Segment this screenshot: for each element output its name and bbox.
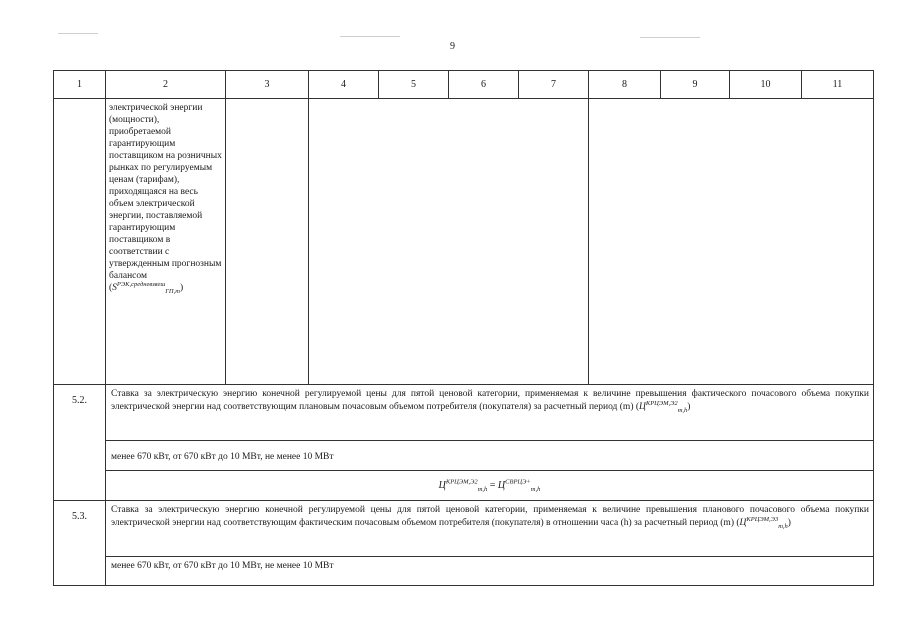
subcategory-row: [54, 441, 874, 471]
column-header: 10: [730, 71, 802, 99]
row-number: 5.2.: [54, 385, 106, 501]
column-header: 5: [379, 71, 449, 99]
table-row: [54, 385, 874, 441]
column-header: 2: [106, 71, 226, 99]
scan-noise: [340, 36, 400, 37]
empty-cell: [309, 99, 589, 385]
continuation-row: [54, 99, 874, 385]
header-row: [54, 71, 874, 99]
empty-cell: [589, 99, 874, 385]
column-header: 4: [309, 71, 379, 99]
column-header: 7: [519, 71, 589, 99]
row-description: Ставка за электрическую энергию конечной регулируемой цены для пятой ценовой категории, применяемая к величине превышения фактического почасового объема покупки электрической энергии над соответствующим плановым почасовым объемом потребителя (покупателя) за расчетный период (m) $(Ц^{КРЦЭМ,Э2}_{m,h})$: [106, 385, 874, 441]
page-number: 9: [450, 41, 455, 52]
indicator-symbol: $S^{РЭК,средневзвеш}_{ГП,m}$: [112, 280, 180, 295]
subcategory-row: [54, 557, 874, 586]
subcategory-text: менее 670 кВт, от 670 кВт до 10 МВт, не менее 10 МВт: [106, 557, 874, 586]
indicator-name-text: электрической энергии (мощности), приобретаемой гарантирующим поставщиком на розничных рынках по регулируемым ценам (тарифам), приходящаяся на весь объем электрической энергии, поставляемой гарантирующим поставщиком в соответствии с утвержденным прогнозным балансом: [109, 103, 222, 281]
column-header: 8: [589, 71, 661, 99]
number-cell: [54, 99, 106, 385]
table-row: [54, 501, 874, 557]
scan-noise: [58, 33, 98, 34]
scan-noise: [640, 37, 700, 38]
column-header: 9: [661, 71, 730, 99]
subcategory-text: менее 670 кВт, от 670 кВт до 10 МВт, не менее 10 МВт: [106, 441, 874, 471]
row-number: 5.3.: [54, 501, 106, 586]
tariff-table: [53, 70, 874, 586]
formula-row: [54, 471, 874, 501]
indicator-symbol: $Ц^{КРЦЭМ,Э3}_{m,h}$: [739, 515, 788, 530]
column-header: 11: [802, 71, 874, 99]
formula: $Ц^{КРЦЭМ,Э2}_{m,h} = Ц^{СВРЦЭ+}_{m,h}$: [106, 471, 874, 501]
indicator-symbol: $Ц^{КРЦЭМ,Э2}_{m,h}$: [639, 399, 688, 414]
column-header: 6: [449, 71, 519, 99]
column-header: 3: [226, 71, 309, 99]
indicator-name-cell: электрической энергии (мощности), приобретаемой гарантирующим поставщиком на розничных рынках по регулируемым ценам (тарифам), приходящаяся на весь объем электрической энергии, поставляемой гарантирующим поставщиком в соответствии с утвержденным прогнозным балансом $(S^{РЭК,средневзвеш}_{ГП,m})$: [106, 99, 226, 385]
column-header: 1: [54, 71, 106, 99]
empty-cell: [226, 99, 309, 385]
row-description: Ставка за электрическую энергию конечной регулируемой цены для пятой ценовой категории, применяемая к величине превышения планового почасового объема покупки электрической энергии над соответствующим фактическим почасовым объемом потребителя (покупателя) в отношении часа (h) за расчетный период (m) $(Ц^{КРЦЭМ,Э3}_{m,h})$: [106, 501, 874, 557]
